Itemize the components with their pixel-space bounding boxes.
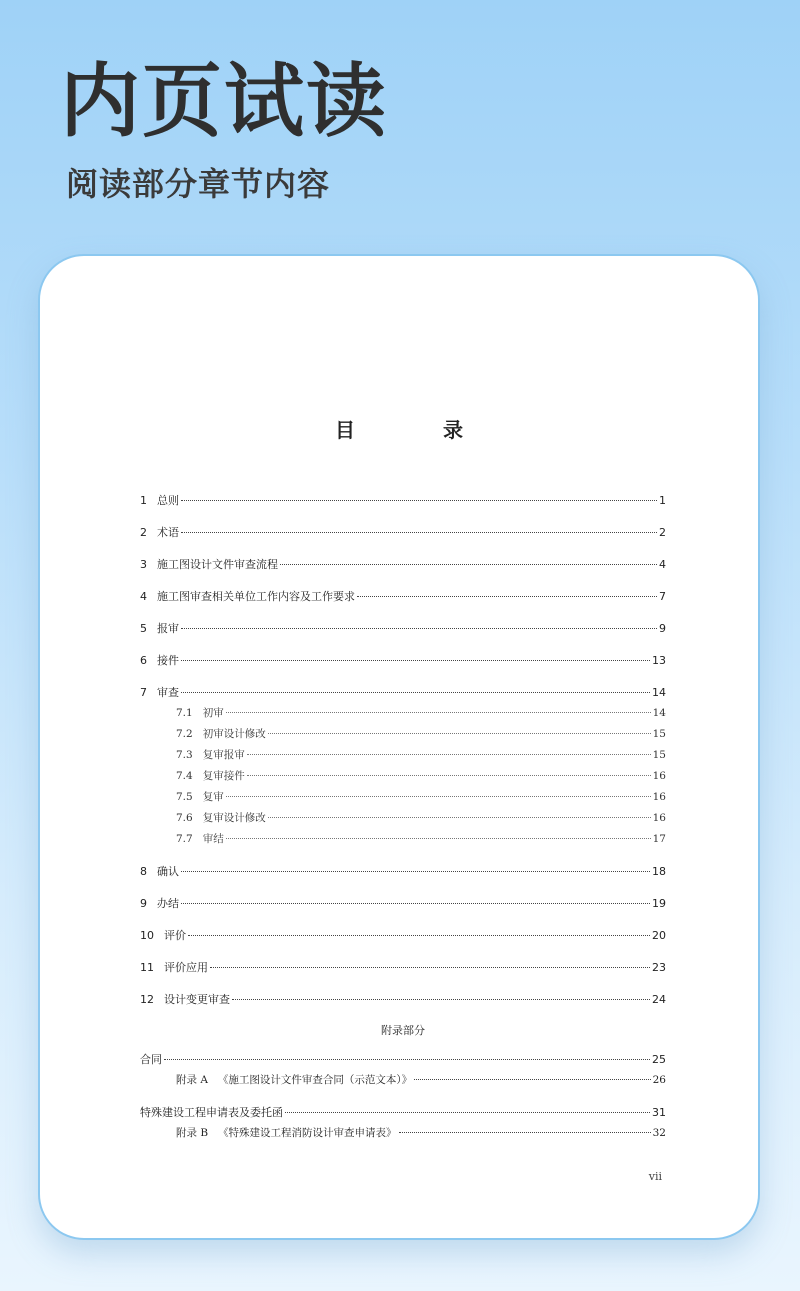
dot-leader [226,796,651,797]
dot-leader [188,935,650,936]
toc-entry-label: 报审 [157,622,179,635]
toc-entry-page: 13 [652,654,666,667]
toc-entry-number: 3 [140,558,147,571]
toc-entry-label: 复审设计修改 [202,812,266,824]
toc-entry-number: 5 [140,622,147,635]
appendix-subentry [140,1072,666,1093]
toc-entry-number: 附录 B [176,1127,209,1139]
preview-card [38,254,760,1240]
toc-entry-number: 11 [140,961,154,974]
toc-entry-label: 评价应用 [164,961,208,974]
toc-entry-number: 7.1 [176,707,193,719]
toc-entry [140,524,666,545]
toc-entry [140,620,666,641]
toc-entry-page: 14 [652,686,666,699]
appendix-entry [140,1104,666,1125]
dot-leader [268,733,651,734]
dot-leader [232,999,650,1000]
dot-leader [285,1112,650,1113]
hero-title: 内页试读 [60,55,388,148]
toc-entry-label: 审查 [157,686,179,699]
toc-entry-label: 评价 [164,929,186,942]
toc-entry-number: 7.2 [176,728,193,740]
toc-entry-page: 26 [652,1074,666,1086]
toc-entry-label: 初审设计修改 [202,728,266,740]
dot-leader [226,712,651,713]
toc-entry-number: 2 [140,526,147,539]
toc-entry-label: 设计变更审查 [164,993,230,1006]
toc-entry-number: 9 [140,897,147,910]
toc-entry-page: 16 [652,791,666,803]
toc-entry-number: 附录 A [176,1074,208,1086]
toc-entry-page: 7 [659,590,666,603]
toc-entry-label: 术语 [157,526,179,539]
toc-entry-number: 10 [140,929,154,942]
toc-entry-label: 接件 [157,654,179,667]
toc-entry [140,959,666,980]
toc-entry-page: 32 [652,1127,666,1139]
toc-entry-label: 施工图审查相关单位工作内容及工作要求 [157,590,355,603]
hero-subtitle: 阅读部分章节内容 [66,165,331,203]
toc-title: 目 录 [335,418,497,442]
dot-leader [414,1079,650,1080]
dot-leader [226,838,651,839]
toc-entry-label: 复审报审 [202,749,245,761]
dot-leader [181,660,650,661]
toc-entry-label: 复审接件 [202,770,245,782]
toc-entry-number: 7.3 [176,749,193,761]
dot-leader [164,1059,650,1060]
dot-leader [399,1132,651,1133]
toc-subentry [140,768,666,789]
toc-entry-page: 24 [652,993,666,1006]
appendix-header: 附录部分 [381,1024,425,1037]
toc-entry-number: 7.5 [176,791,193,803]
toc-entry [140,684,666,705]
toc-entry-label: 确认 [157,865,179,878]
toc-entry-page: 2 [659,526,666,539]
table-of-contents [140,492,666,1146]
toc-entry-number: 12 [140,993,154,1006]
toc-entry-label: 初审 [202,707,224,719]
toc-entry-label: 办结 [157,897,179,910]
toc-entry-number: 4 [140,590,147,603]
toc-entry-label: 总则 [157,494,179,507]
toc-entry-page: 4 [659,558,666,571]
toc-entry [140,492,666,513]
toc-entry [140,652,666,673]
toc-entry-number: 7.4 [176,770,193,782]
toc-entry-page: 19 [652,897,666,910]
toc-entry [140,927,666,948]
dot-leader [247,754,651,755]
toc-subentry [140,726,666,747]
toc-entry-page: 23 [652,961,666,974]
dot-leader [268,817,651,818]
toc-entry-number: 7 [140,686,147,699]
dot-leader [181,871,650,872]
toc-entry-page: 15 [652,728,666,740]
dot-leader [247,775,651,776]
toc-entry-page: 1 [659,494,666,507]
toc-subentry [140,831,666,852]
toc-entry-number: 6 [140,654,147,667]
toc-entry-page: 9 [659,622,666,635]
toc-entry-page: 15 [652,749,666,761]
toc-entry-number: 7.6 [176,812,193,824]
toc-entry-page: 17 [652,833,666,845]
toc-subentry [140,747,666,768]
toc-entry-label: 复审 [202,791,224,803]
dot-leader [181,628,657,629]
toc-entry [140,556,666,577]
toc-entry-page: 25 [652,1053,666,1066]
toc-entry-number: 8 [140,865,147,878]
toc-entry [140,588,666,609]
toc-subentry [140,810,666,831]
toc-subentry [140,705,666,726]
toc-entry-label: 特殊建设工程申请表及委托函 [140,1106,283,1119]
toc-entry-number: 1 [140,494,147,507]
appendix-subentry [140,1125,666,1146]
dot-leader [181,532,657,533]
toc-entry-number: 7.7 [176,833,193,845]
toc-entry-page: 16 [652,770,666,782]
dot-leader [181,903,650,904]
toc-entry [140,895,666,916]
toc-entry-page: 18 [652,865,666,878]
toc-entry-page: 14 [652,707,666,719]
toc-entry-page: 20 [652,929,666,942]
toc-subentry [140,789,666,810]
dot-leader [181,692,650,693]
appendix-entry [140,1051,666,1072]
page-number: vii [648,1170,662,1183]
toc-entry-label: 《施工图设计文件审查合同（示范文本）》 [217,1074,413,1086]
toc-entry-label: 审结 [202,833,224,845]
toc-entry [140,863,666,884]
dot-leader [181,500,657,501]
toc-entry-label: 合同 [140,1053,162,1066]
dot-leader [210,967,650,968]
toc-entry-label: 《特殊建设工程消防设计审查申请表》 [218,1127,397,1139]
toc-entry-page: 31 [652,1106,666,1119]
toc-entry [140,991,666,1012]
dot-leader [280,564,657,565]
toc-entry-page: 16 [652,812,666,824]
toc-entry-label: 施工图设计文件审查流程 [157,558,278,571]
dot-leader [357,596,657,597]
